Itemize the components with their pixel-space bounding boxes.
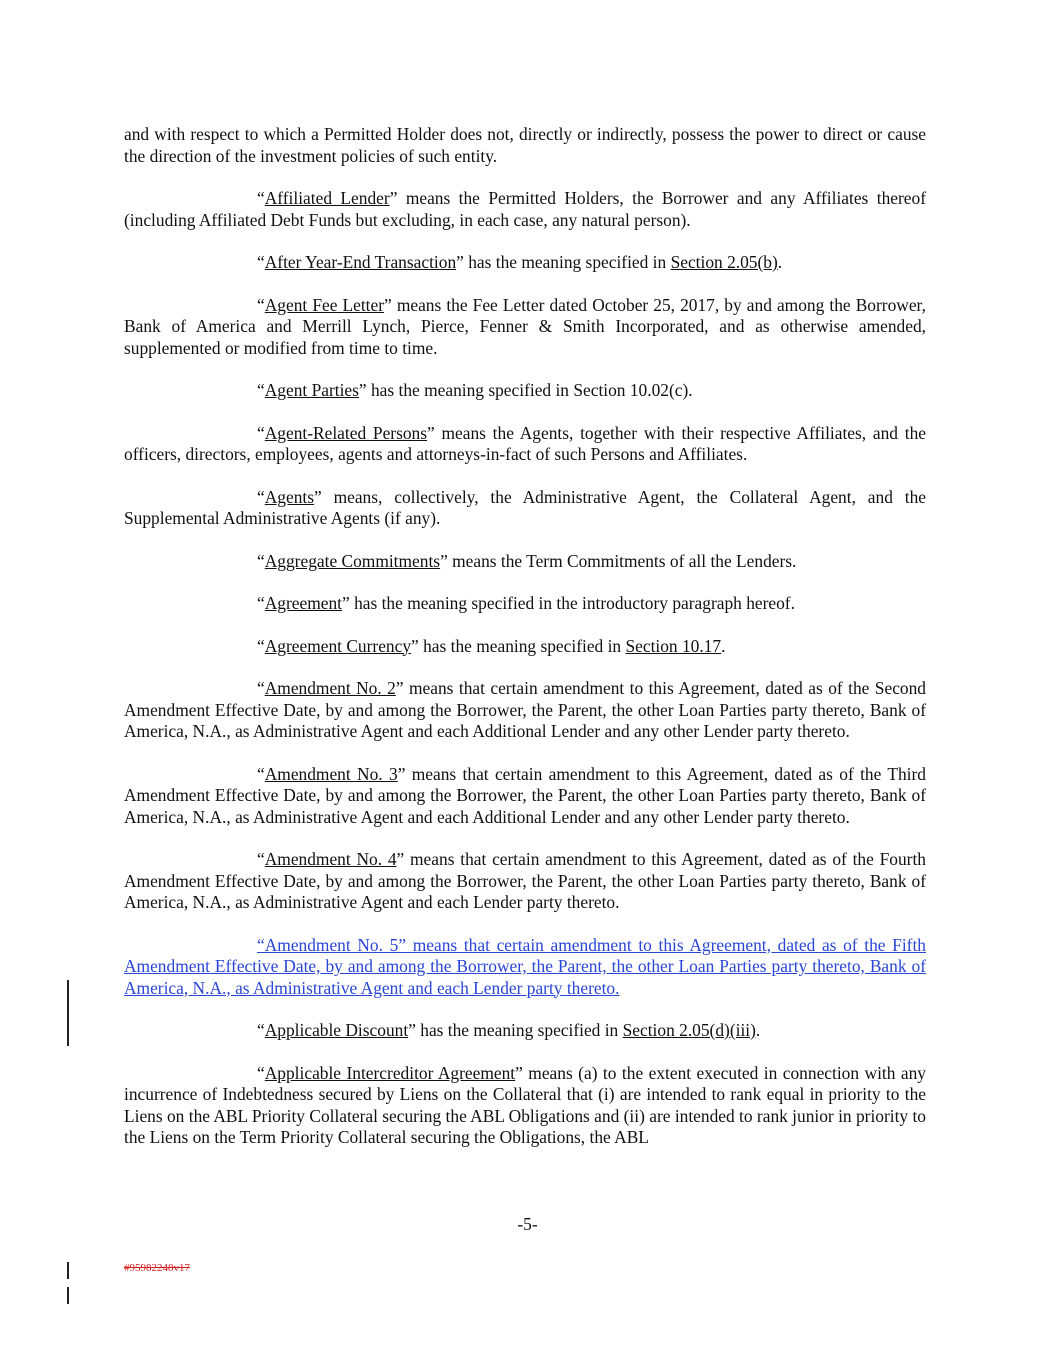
change-bar-footer-2 [67,1287,69,1304]
paragraph-continuation: and with respect to which a Permitted Holder does not, directly or indirectly, possess the power to direct or cause the direction of the investment policies of such entity. [124,124,926,166]
definition-affiliated-lender: “Affiliated Lender” means the Permitted Holders, the Borrower and any Affiliates thereof (including Affiliated Debt Funds but excluding, in each case, any natural person). [124,188,926,230]
document-id-deleted: #95982248v17 [124,1262,190,1274]
change-bar-amendment-5 [67,980,69,1046]
definition-applicable-discount: “Applicable Discount” has the meaning specified in Section 2.05(d)(iii). [257,1020,761,1040]
defined-term: Amendment No. 3 [264,763,398,784]
defined-term: Affiliated Lender [264,188,390,208]
defined-term: Amendment No. 5 [264,934,399,955]
defined-term: Amendment No. 4 [264,849,397,869]
definition-aggregate-commitments: “Aggregate Commitments” means the Term Commitments of all the Lenders. [257,550,797,571]
definition-agreement: “Agreement” has the meaning specified in the introductory paragraph hereof. [257,593,795,613]
definition-agent-related-persons: “Agent-Related Persons” means the Agents, together with their respective Affiliates, and the officers, directors, employees, agents and attorneys-in-fact of such Persons and Affiliates. [124,422,926,464]
definition-agents: “Agents” means, collectively, the Administrative Agent, the Collateral Agent, and the Supplemental Administrative Agents (if any). [124,486,926,528]
defined-term: Agent Fee Letter [264,294,385,315]
page-number: -5- [517,1214,538,1234]
section-reference: Section 10.17 [625,635,722,656]
definition-amendment-no-3: “Amendment No. 3” means that certain amendment to this Agreement, dated as of the Third Amendment Effective Date, by and among the Borrower, the Parent, the other Loan Parties party thereto, Bank of America, N.A., as Administrative Agent and each Additional Lender and any other Lender party thereto. [124,763,927,827]
defined-term: Agents [264,486,315,507]
document-page [124,124,926,1170]
definition-applicable-intercreditor-agreement: “Applicable Intercreditor Agreement” means (a) to the extent executed in connection with any incurrence of Indebtedness secured by Liens on the Collateral that (i) are intended to rank equal in priority to the Liens on the ABL Priority Collateral securing the ABL Obligations and (ii) are intended to rank junior in priority to the Liens on the Term Priority Collateral securing the Obligations, the ABL [124,1062,926,1147]
defined-term: Agent-Related Persons [264,422,428,443]
definition-agent-parties: “Agent Parties” has the meaning specified in Section 10.02(c). [257,380,693,400]
defined-term: Agent Parties [264,380,359,400]
defined-term: Agreement Currency [264,635,412,656]
definition-after-year-end-transaction: “After Year-End Transaction” has the meaning specified in Section 2.05(b). [257,252,783,272]
definition-amendment-no-4: “Amendment No. 4” means that certain amendment to this Agreement, dated as of the Fourth Amendment Effective Date, by and among the Borrower, the Parent, the other Loan Parties party thereto, Bank of America, N.A., as Administrative Agent and each Lender party thereto. [124,849,926,912]
defined-term: Amendment No. 2 [264,678,396,698]
definition-agreement-currency: “Agreement Currency” has the meaning specified in Section 10.17. [257,635,726,656]
section-reference: Section 2.05(b) [670,252,778,272]
definition-amendment-no-5-inserted: “Amendment No. 5” means that certain amendment to this Agreement, dated as of the Fifth Amendment Effective Date, by and among the Borrower, the Parent, the other Loan Parties party thereto, Bank of America, N.A., as Administrative Agent and each Lender party thereto. [124,934,927,998]
definition-amendment-no-2: “Amendment No. 2” means that certain amendment to this Agreement, dated as of the Second Amendment Effective Date, by and among the Borrower, the Parent, the other Loan Parties party thereto, Bank of America, N.A., as Administrative Agent and each Additional Lender and any other Lender party thereto. [124,678,926,741]
defined-term: Aggregate Commitments [264,550,441,571]
defined-term: Applicable Intercreditor Agreement [264,1062,516,1083]
defined-term: After Year-End Transaction [264,252,457,272]
change-bar-footer-1 [67,1262,69,1279]
defined-term: Agreement [264,593,342,613]
defined-term: Applicable Discount [264,1020,409,1040]
definition-agent-fee-letter: “Agent Fee Letter” means the Fee Letter dated October 25, 2017, by and among the Borrower, Bank of America and Merrill Lynch, Pierce, Fenner & Smith Incorporated, and as otherwise amended, supplemented or modified from time to time. [124,294,926,358]
section-reference: Section 2.05(d)(iii) [622,1020,756,1040]
